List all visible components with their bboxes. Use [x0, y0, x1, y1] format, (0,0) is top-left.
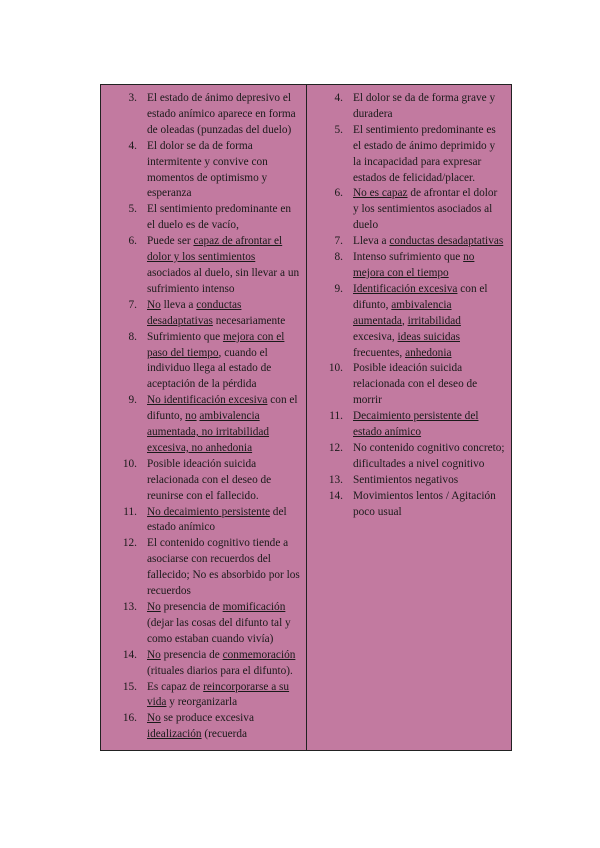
text-segment: Es capaz de: [147, 680, 204, 693]
underlined-text: reincorporarse a su vida: [147, 680, 290, 709]
item-text: [141, 711, 300, 743]
item-number: 13.: [122, 601, 137, 613]
underlined-text: No identificación excesiva: [147, 394, 268, 407]
text-segment: de afrontar el dolor y los sentimientos asociados al duelo: [353, 187, 498, 232]
list-item: [123, 91, 300, 139]
item-number: 14.: [122, 648, 137, 661]
text-segment: frecuentes,: [353, 346, 406, 359]
item-number: 14.: [328, 489, 343, 502]
item-text: [141, 330, 300, 394]
text-segment: , cuando el individuo llega al estado de aceptación de la pérdida: [147, 346, 272, 391]
item-text: [347, 123, 505, 187]
list-item: [123, 234, 300, 298]
list-item: [123, 680, 300, 712]
text-segment: Movimientos lentos / Agitación poco usual: [353, 489, 496, 518]
list-item: [329, 91, 505, 123]
list-item: [123, 711, 300, 743]
text-segment: El dolor se da de forma grave y duradera: [353, 92, 496, 120]
item-number: 10.: [122, 457, 137, 470]
item-text: [141, 91, 300, 139]
text-segment: No contenido cognitivo concreto; dificultades a nivel cognitivo: [353, 441, 505, 470]
item-text: [141, 648, 300, 680]
item-number: 6.: [334, 187, 343, 200]
underlined-text: momificación: [222, 601, 286, 613]
underlined-text: Identificación excesiva: [353, 282, 458, 295]
text-segment: Posible ideación suicida relacionada con el deseo de reunirse con el fallecido.: [147, 457, 272, 502]
item-text: [347, 489, 505, 521]
text-segment: ,: [401, 314, 408, 327]
text-segment: El sentimiento predominante en el duelo es de vacío,: [147, 203, 291, 232]
underlined-text: anhedonia: [405, 346, 452, 359]
text-segment: Intenso sufrimiento que: [353, 251, 464, 264]
item-number: 9.: [128, 394, 137, 407]
item-text: [141, 202, 300, 234]
list-item: [123, 202, 300, 234]
list-item: [329, 250, 505, 282]
text-segment: presencia de: [160, 601, 223, 613]
underlined-text: conductas desadaptativas: [389, 235, 504, 248]
text-segment: necesariamente: [212, 314, 286, 327]
item-text: [347, 409, 505, 441]
underlined-text: idealización: [147, 728, 202, 741]
text-segment: se produce excesiva: [160, 712, 254, 725]
item-text: [347, 282, 505, 362]
list-item: [329, 473, 505, 489]
item-text: [141, 680, 300, 712]
item-number: 6.: [128, 235, 137, 248]
list-item: [123, 505, 300, 537]
list-item: [123, 457, 300, 505]
item-number: 4.: [128, 139, 137, 152]
list-item: [123, 393, 300, 457]
text-segment: y reorganizarla: [166, 696, 238, 709]
text-segment: El contenido cognitivo tiende a asociarse con recuerdos del fallecido; No es absorbido por los recuerdos: [147, 537, 300, 598]
item-text: [141, 234, 300, 298]
text-segment: del estado anímico: [147, 505, 287, 534]
item-text: [347, 186, 505, 234]
item-number: 7.: [128, 298, 137, 311]
item-text: [141, 536, 300, 600]
item-text: [347, 361, 505, 409]
text-segment: lleva a: [160, 298, 197, 311]
complicated-grief-column: [307, 85, 511, 750]
comparison-table: [100, 84, 512, 751]
text-segment: excesiva,: [353, 330, 398, 343]
list-item: [329, 489, 505, 521]
complicated-grief-list: [307, 85, 511, 520]
list-item: [329, 186, 505, 234]
item-number: 11.: [123, 505, 137, 518]
text-segment: Sentimientos negativos: [353, 473, 459, 486]
item-number: 12.: [122, 537, 137, 550]
underlined-text: Decaimiento persistente del estado anímico: [353, 410, 479, 439]
text-segment: Lleva a: [353, 235, 390, 248]
item-number: 5.: [128, 203, 137, 216]
list-item: [329, 234, 505, 250]
underlined-text: No: [147, 648, 161, 661]
item-text: [141, 505, 300, 537]
item-number: 16.: [122, 712, 137, 725]
list-item: [123, 139, 300, 203]
item-number: 5.: [334, 123, 343, 136]
item-text: [347, 234, 505, 250]
item-number: 8.: [334, 251, 343, 264]
item-number: 9.: [334, 282, 343, 295]
list-item: [329, 282, 505, 362]
item-text: [141, 298, 300, 330]
list-item: [329, 361, 505, 409]
item-number: 10.: [328, 362, 343, 375]
text-segment: El sentimiento predominante es el estado de ánimo deprimido y la incapacidad para expresar estados de felicidad/placer.: [353, 123, 496, 184]
list-item: [123, 648, 300, 680]
list-item: [123, 600, 300, 648]
list-item: [329, 123, 505, 187]
text-segment: (recuerda: [201, 728, 248, 741]
item-number: 7.: [334, 235, 343, 248]
underlined-text: No: [147, 601, 161, 613]
list-item: [123, 330, 300, 394]
underlined-text: ambivalencia aumentada: [353, 298, 452, 327]
text-segment: con el difunto,: [147, 394, 298, 423]
item-text: [141, 457, 300, 505]
underlined-text: ambivalencia aumentada, no irritabilidad excesiva, no anhedonia: [147, 410, 270, 454]
underlined-text: No es capaz: [353, 187, 408, 200]
normal-grief-column: [101, 85, 307, 750]
item-number: 8.: [128, 330, 137, 343]
underlined-text: No decaimiento persistente: [147, 505, 270, 518]
underlined-text: No: [147, 712, 161, 725]
item-text: [141, 139, 300, 203]
underlined-text: conmemoración: [222, 648, 296, 661]
underlined-text: conductas desadaptativas: [147, 298, 242, 327]
underlined-text: no mejora con el tiempo: [353, 251, 475, 279]
underlined-text: No: [147, 298, 161, 311]
item-number: 15.: [122, 680, 137, 693]
underlined-text: capaz de afrontar el dolor y los sentimientos: [147, 235, 283, 264]
underlined-text: mejora con el paso del tiempo: [147, 330, 285, 359]
list-item: [329, 441, 505, 473]
text-segment: presencia de: [160, 648, 223, 661]
normal-grief-list: [101, 85, 306, 743]
underlined-text: irritabilidad: [407, 314, 461, 327]
text-segment: El estado de ánimo depresivo el estado anímico aparece en forma de oleadas (punzadas del duelo): [147, 92, 296, 136]
text-segment: Puede ser: [147, 235, 194, 248]
underlined-text: no: [185, 410, 197, 423]
text-segment: (rituales diarios para el difunto).: [147, 664, 293, 677]
item-number: 4.: [334, 92, 343, 104]
text-segment: El dolor se da de forma intermitente y convive con momentos de optimismo y esperanza: [147, 139, 268, 200]
item-text: [347, 250, 505, 282]
item-text: [347, 473, 505, 489]
item-text: [141, 600, 300, 648]
item-number: 3.: [128, 92, 137, 104]
text-segment: asociados al duelo, sin llevar a un sufrimiento intenso: [147, 266, 300, 295]
item-text: [347, 91, 505, 123]
text-segment: Posible ideación suicida relacionada con el deseo de morrir: [353, 362, 478, 407]
list-item: [123, 298, 300, 330]
item-number: 11.: [329, 410, 343, 423]
item-text: [347, 441, 505, 473]
text-segment: con el difunto,: [353, 282, 488, 311]
list-item: [123, 536, 300, 600]
list-item: [329, 409, 505, 441]
item-number: 12.: [328, 441, 343, 454]
item-number: 13.: [328, 473, 343, 486]
underlined-text: ideas suicidas: [397, 330, 460, 343]
item-text: [141, 393, 300, 457]
text-segment: Sufrimiento que: [147, 330, 223, 343]
text-segment: (dejar las cosas del difunto tal y como estaban cuando vivía): [147, 616, 291, 645]
